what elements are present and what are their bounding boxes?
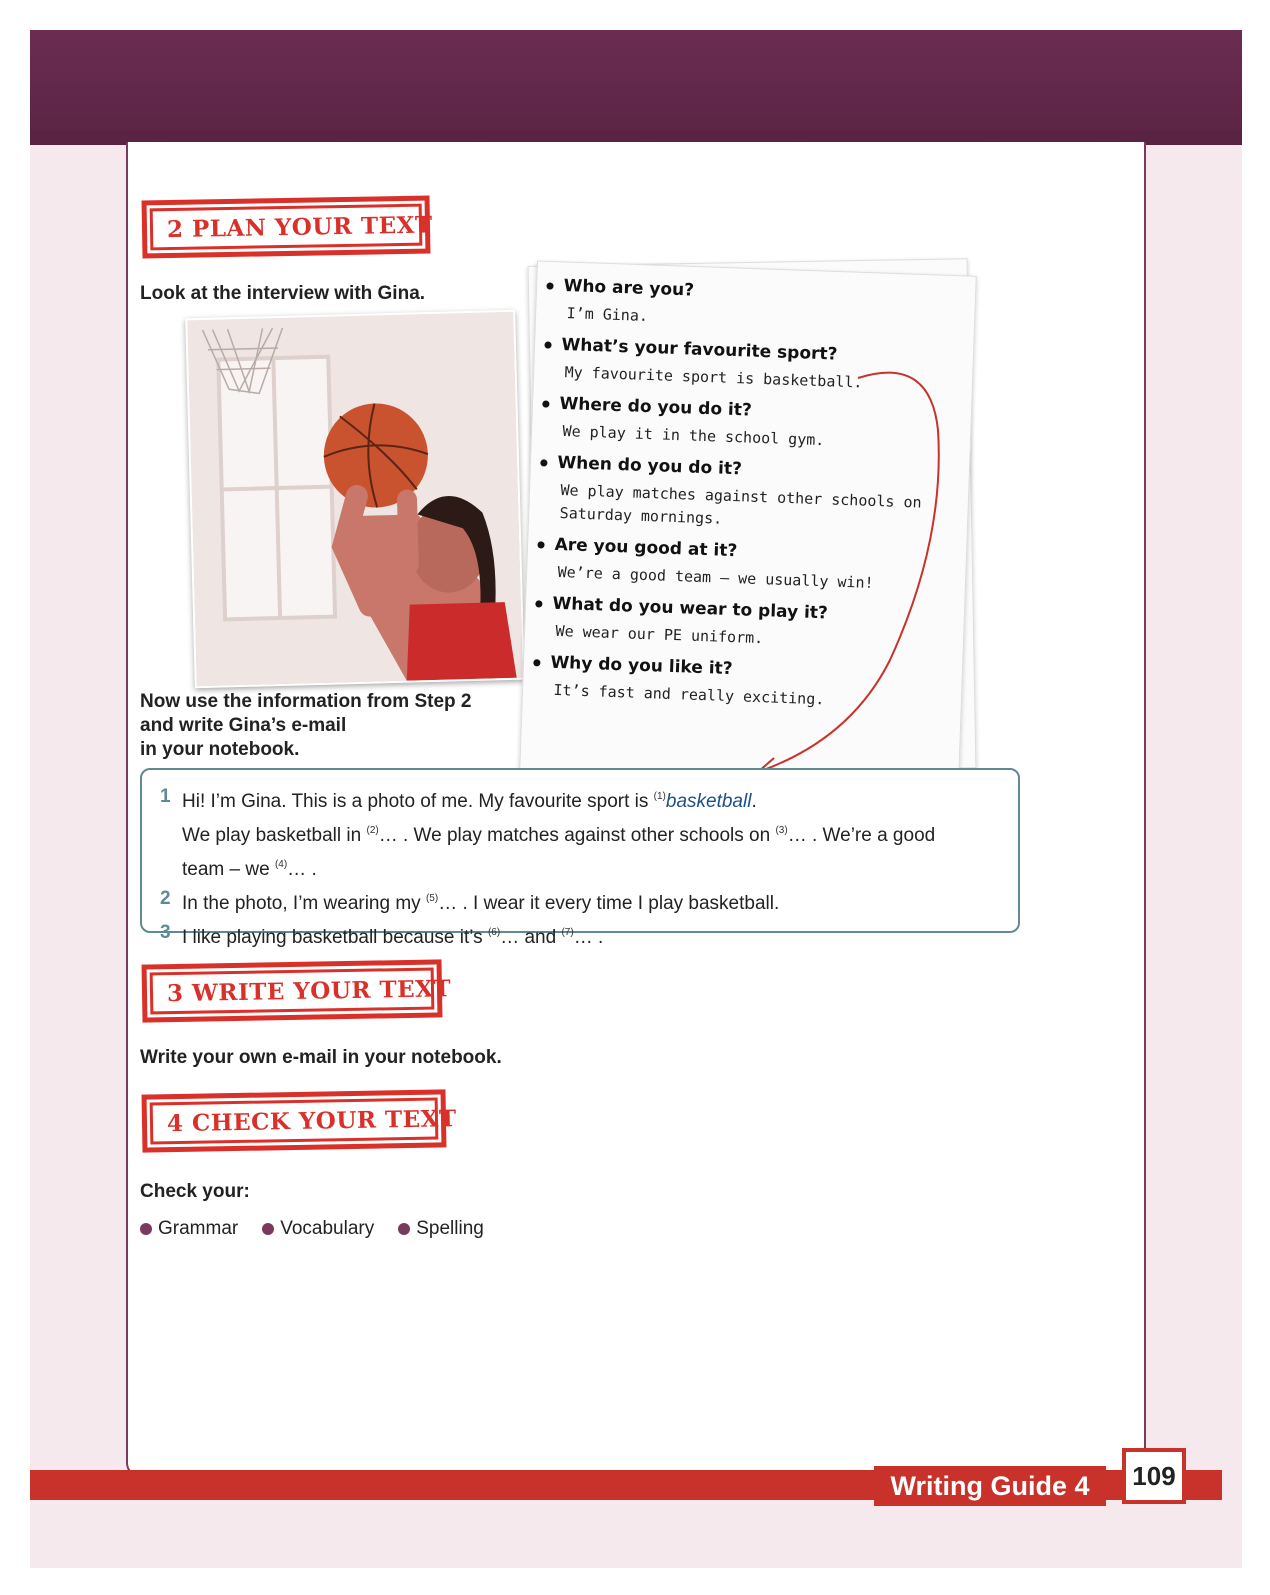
step3-instruction: Write your own e-mail in your notebook. — [140, 1047, 502, 1068]
checklist-item: Spelling — [398, 1218, 484, 1240]
paragraph-number: 1 — [160, 786, 171, 807]
step2-heading: 2 PLAN YOUR TEXT — [150, 204, 423, 251]
step3-heading: 3 WRITE YOUR TEXT — [150, 968, 435, 1015]
interview-answer: My favourite sport is basketball. — [564, 363, 863, 392]
step2-instruction: Look at the interview with Gina. — [140, 283, 426, 304]
gina-basketball-photo — [185, 310, 525, 689]
header-band — [30, 30, 1242, 145]
step2-heading-stamp — [142, 195, 431, 258]
interview-answer: It’s fast and really exciting. — [553, 680, 825, 709]
step4-heading-stamp — [142, 1089, 457, 1152]
interview-answer: We wear our PE uniform. — [555, 621, 764, 648]
email-paragraph-1 — [160, 782, 1000, 884]
interview-question: • Why do you like it? — [550, 653, 970, 688]
interview-question: • What do you wear to play it? — [552, 594, 972, 629]
interview-answer: We play it in the school gym. — [562, 422, 825, 450]
instruction-line: Now use the information from Step 2 — [140, 691, 472, 712]
step2-instruction2 — [140, 690, 471, 762]
paragraph-number: 3 — [160, 922, 171, 943]
page-number: 109 — [1122, 1448, 1186, 1504]
email-gap-fill-box — [140, 768, 1020, 948]
gap-number: (3) — [775, 825, 788, 836]
interview-question: • Are you good at it? — [554, 535, 974, 570]
interview-answer: We’re a good team – we usually win! — [557, 562, 874, 592]
red-jersey — [405, 602, 517, 681]
interview-question: • When do you do it? — [557, 453, 977, 488]
checklist-item: Grammar — [140, 1218, 238, 1240]
interview-answer: We play matches against other schools on Saturday mornings. — [559, 481, 922, 528]
step3-heading-stamp — [142, 959, 452, 1022]
interview-answer: I’m Gina. — [566, 304, 649, 325]
paragraph-text: Hi! I’m Gina. This is a photo of me. My favourite sport is $^{(1)}$basketball. We play basketball in $^{(2)}$… . We play matches against other schools on $^{(3)}$… . We’re a good team – we $^{(4)}$… . — [182, 791, 936, 880]
interview-question: • What’s your favourite sport? — [561, 335, 981, 370]
instruction-line: in your notebook. — [140, 739, 300, 760]
checklist-item: Vocabulary — [262, 1218, 374, 1240]
checklist — [140, 1218, 484, 1240]
interview-question: • Where do you do it? — [559, 394, 979, 429]
example-answer: basketball — [665, 791, 752, 812]
email-paragraph-3 — [160, 918, 1000, 952]
gap-number: (6) — [487, 927, 501, 938]
bullet-icon — [140, 1223, 152, 1235]
step4-heading: 4 CHECK YOUR TEXT — [150, 1097, 439, 1144]
paragraph-text: In the photo, I’m wearing my $^{(5)}$… . I wear it every time I play basketball. — [182, 893, 780, 914]
gap-number: (7) — [561, 927, 574, 938]
bullet-icon — [398, 1223, 410, 1235]
paragraph-text: I like playing basketball because it’s $^{(6)}$… and $^{(7)}$… . — [182, 927, 604, 948]
paragraph-number: 2 — [160, 888, 171, 909]
basketball-player-illustration — [187, 312, 522, 686]
step4-instruction: Check your: — [140, 1181, 250, 1202]
gap-number: (2) — [366, 825, 379, 836]
gap-number: (1) — [653, 791, 666, 802]
email-paragraph-2 — [160, 884, 1000, 918]
red-arrow-icon — [740, 360, 960, 780]
instruction-line: and write Gina’s e-mail — [140, 715, 347, 736]
gap-number: (5) — [425, 893, 439, 904]
interview-question: • Who are you? — [563, 276, 983, 311]
bullet-icon — [262, 1223, 274, 1235]
gap-number: (4) — [274, 859, 288, 870]
footer-title: Writing Guide 4 — [874, 1466, 1106, 1506]
